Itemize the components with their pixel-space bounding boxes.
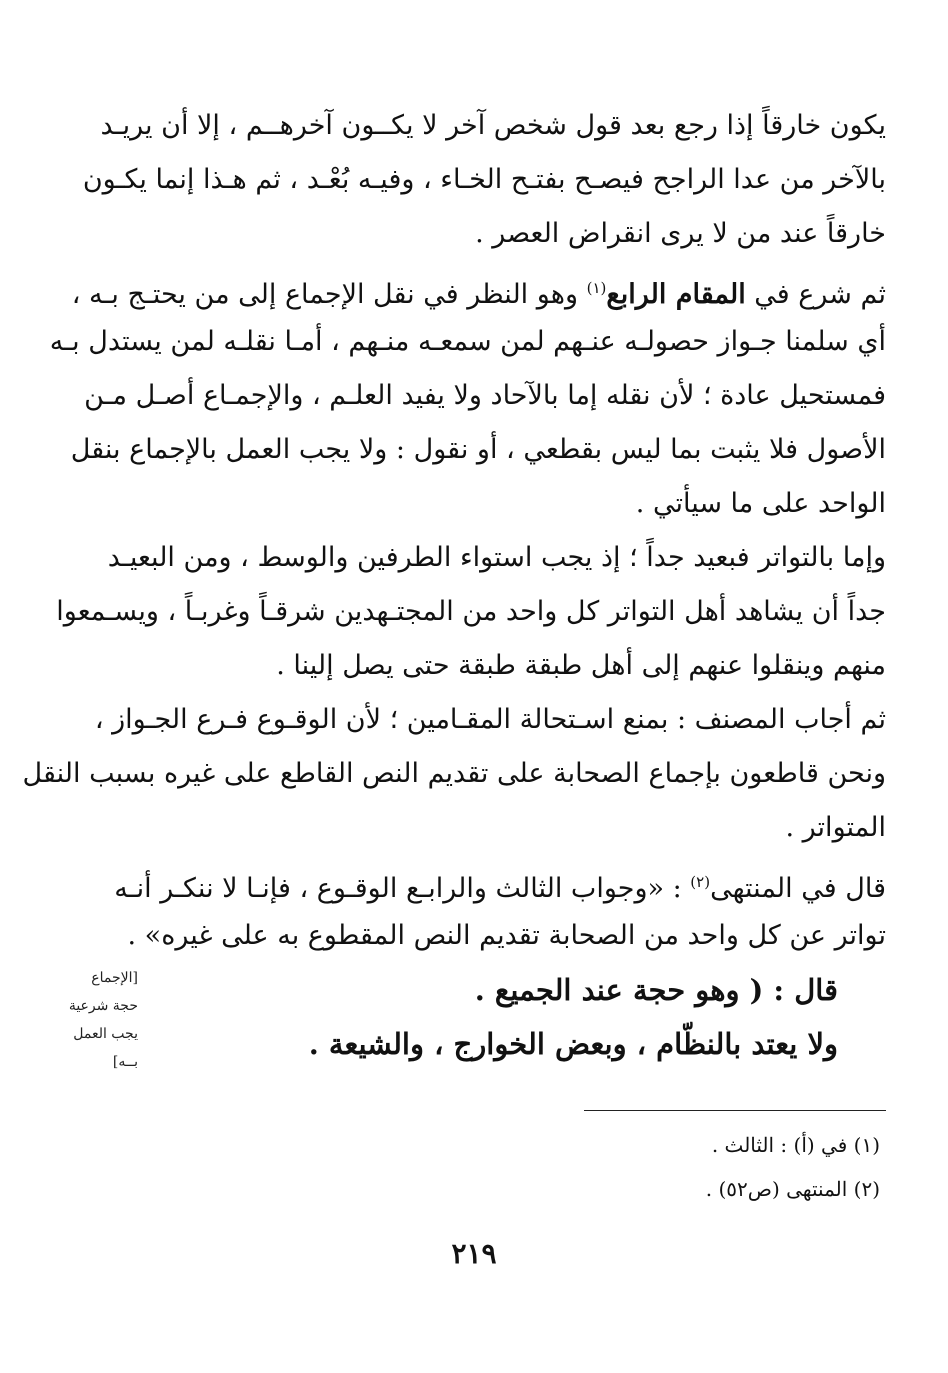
para4-start: ثم شرع في [745,279,886,310]
body-line-12: ثم أجاب المصنف : بمنع اسـتحالة المقـامين ؛ لأن الوقـوع فـرع الجـواز ، [94,704,886,735]
margin-note [38,964,138,1076]
margin-note-line-1: [الإجماع [91,970,138,986]
matn-line-2: ولا يعتد بالنظّام ، وبعض الخوارج ، والشيعة . [308,1027,838,1061]
body-line-2: بالآخر من عدا الراجح فيصـح بفتـح الخـاء ، وفيـه بُعْـد ، ثم هـذا إنما يكـون [82,164,886,195]
margin-note-line-3: يجب العمل [73,1026,138,1042]
page-number: ٢١٩ [451,1237,497,1270]
heading-maqam-rabi: المقام الرابع [606,279,746,310]
para4-rest: وهو النظر في نقل الإجماع إلى من يحتـج بـه ، [71,279,587,310]
footnote-2: (٢) المنتهى (ص٥٢) . [705,1177,880,1201]
footnote-divider [584,1110,886,1111]
margin-note-line-2: حجة شرعية [68,998,138,1014]
body-line-9: وإما بالتواتر فبعيد جداً ؛ إذ يجب استواء الطرفين والوسط ، ومن البعيـد [107,542,886,573]
footnote-1: (١) في (أ) : الثالث . [711,1133,880,1157]
footnote-ref-1: (١) [586,279,607,297]
body-line-1: يكون خارقاً إذا رجع بعد قول شخص آخر لا يكــون آخرهــم ، إلا أن يريـد [100,110,886,141]
body-line-14: المتواتر . [785,812,886,843]
footnote-ref-2: (٢) [690,873,711,891]
body-line-13: ونحن قاطعون بإجماع الصحابة على تقديم النص القاطع على غيره بسبب النقل [22,758,886,789]
body-line-15 [114,862,886,909]
body-line-10: جداً أن يشاهد أهل التواتر كل واحد من المجتـهدين شرقـاً وغربـاً ، ويسـمعوا [56,596,886,627]
body-line-11: منهم وينقلوا عنهم إلى أهل طبقة طبقة حتى يصل إلينا . [276,650,886,681]
body-line-3: خارقاً عند من لا يرى انقراض العصر . [475,218,886,249]
body-line-7: الأصول فلا يثبت بما ليس بقطعي ، أو نقول : ولا يجب العمل بالإجماع بنقل [70,434,886,465]
quote-rest: : «وجواب الثالث والرابـع الوقـوع ، فإنـا لا ننكـر أنـه [114,873,691,904]
body-line-8: الواحد على ما سيأتي . [635,488,886,519]
body-line-4 [71,268,886,315]
matn-line-1: قال : ( وهو حجة عند الجميع . [474,973,838,1007]
body-line-16: تواتر عن كل واحد من الصحابة تقديم النص المقطوع به على غيره» . [127,920,886,951]
body-line-5: أي سلمنا جـواز حصولـه عنـهم لمن سمعـه منـهم ، أمـا نقلـه لمن يستدل بـه [49,326,886,357]
quote-start: قال في المنتهى [710,873,886,904]
margin-note-line-4: بــه] [112,1054,138,1070]
body-line-6: فمستحيل عادة ؛ لأن نقله إما بالآحاد ولا يفيد العلـم ، والإجمـاع أصـل مـن [84,380,886,411]
